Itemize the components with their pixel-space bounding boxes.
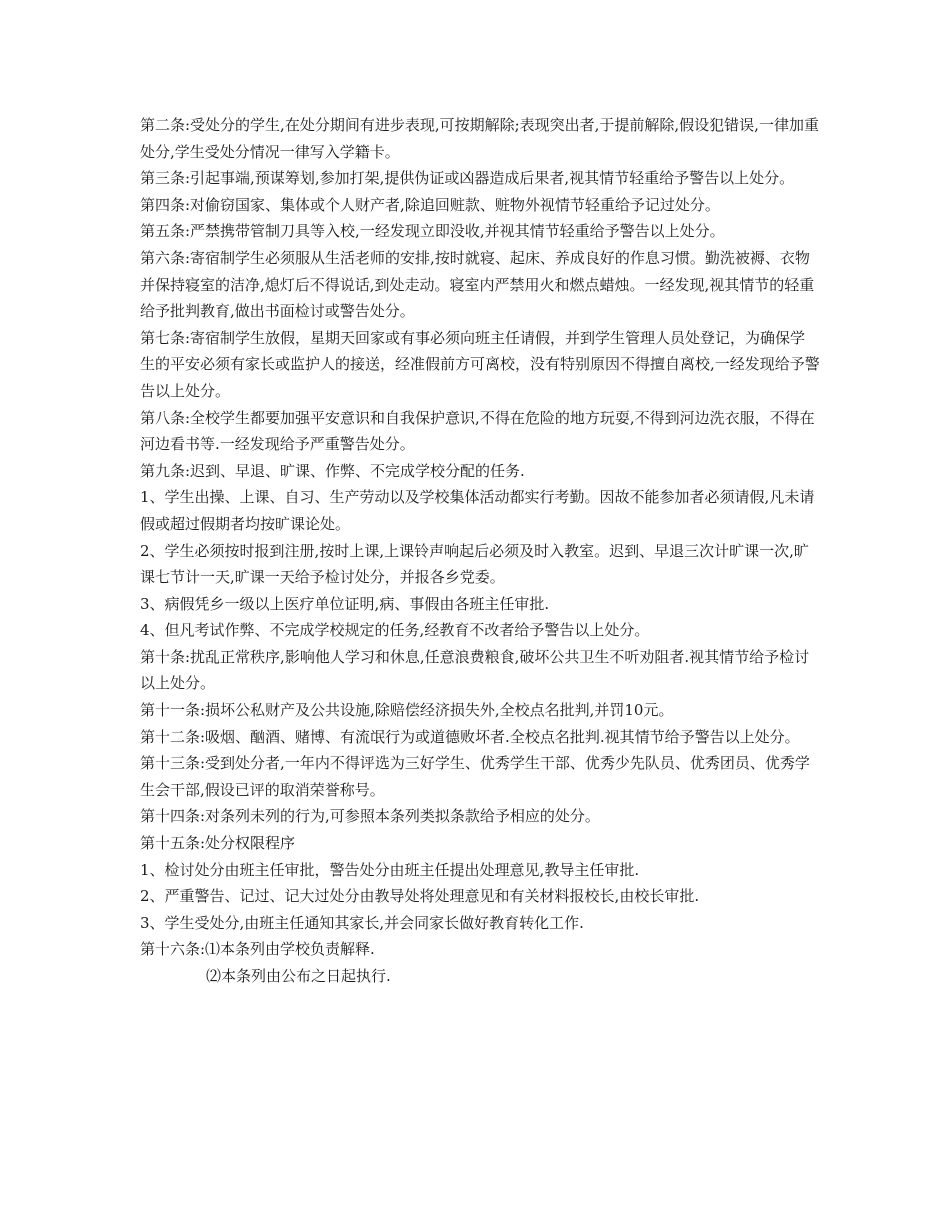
- article-16: 第十六条:⑴本条列由学校负责解释.: [140, 940, 375, 959]
- article-15-item-3: 3、学生受处分,由班主任通知其家长,并会同家长做好教育转化工作.: [140, 913, 584, 932]
- article-4: 第四条:对偷窃国家、集体或个人财产者,除追回赃款、赃物外视情节轻重给予记过处分。: [140, 195, 720, 214]
- article-11: 第十一条:损坏公私财产及公共设施,除赔偿经济损失外,全校点名批判,并罚10元。: [140, 701, 674, 720]
- article-15-item-2: 2、严重警告、记过、记大过处分由教导处将处理意见和有关材料报校长,由校长审批.: [140, 887, 700, 906]
- article-3: 第三条:引起事端,预谋筹划,参加打架,提供伪证或凶器造成后果者,视其情节轻重给予警告以上处分。: [140, 169, 795, 188]
- article-6: 第六条:寄宿制学生必须服从生活老师的安排,按时就寝、起床、养成良好的作息习惯。勤洗被褥、衣物并保持寝室的洁净,熄灯后不得说话,到处走动。寝室内严禁用火和燃点蜡烛。一经发现,视其情节的轻重给予批判教育,做出书面检讨或警告处分。: [140, 248, 815, 321]
- article-9-item-4: 4、但凡考试作弊、不完成学校规定的任务,经教育不改者给予警告以上处分。: [140, 621, 650, 640]
- article-13: 第十三条:受到处分者,一年内不得评选为三好学生、优秀学生干部、优秀少先队员、优秀团员、优秀学生会干部,假设已评的取消荣誉称号。: [140, 754, 810, 799]
- article-16-clause-2: ⑵本条列由公布之日起执行.: [206, 967, 391, 985]
- article-2: 第二条:受处分的学生,在处分期间有进步表现,可按期解除;表现突出者,于提前解除,假设犯错误,一律加重处分,学生受处分情况一律写入学籍卡。: [140, 116, 819, 161]
- article-7: 第七条:寄宿制学生放假，星期天回家或有事必须向班主任请假，并到学生管理人员处登记，为确保学生的平安必须有家长或监护人的接送，经准假前方可离校，没有特别原因不得擅自离校,一经发现给予警告以上处分。: [140, 328, 820, 400]
- article-15-item-1: 1、检讨处分由班主任审批，警告处分由班主任提出处理意见,教导主任审批.: [140, 860, 640, 879]
- article-9: 第九条:迟到、早退、旷课、作弊、不完成学校分配的任务.: [140, 461, 525, 480]
- article-9-item-3: 3、病假凭乡一级以上医疗单位证明,病、事假由各班主任审批.: [140, 594, 550, 613]
- article-12: 第十二条:吸烟、酗酒、赌博、有流氓行为或道德败坏者.全校点名批判.视其情节给予警告以上处分。: [140, 727, 800, 746]
- article-9-item-1: 1、学生出操、上课、自习、生产劳动以及学校集体活动都实行考勤。因故不能参加者必须请假,凡未请假或超过假期者均按旷课论处。: [140, 488, 815, 533]
- article-5: 第五条:严禁携带管制刀具等入校,一经发现立即没收,并视其情节轻重给予警告以上处分。: [140, 222, 725, 241]
- document-body: [140, 112, 820, 990]
- article-8: 第八条:全校学生都要加强平安意识和自我保护意识,不得在危险的地方玩耍,不得到河边洗衣服，不得在河边看书等.一经发现给予严重警告处分。: [140, 408, 815, 454]
- article-10: 第十条:扰乱正常秩序,影响他人学习和休息,任意浪费粮食,破坏公共卫生不听劝阻者.视其情节给予检讨以上处分。: [140, 647, 810, 693]
- article-15: 第十五条:处分权限程序: [140, 834, 296, 853]
- article-14: 第十四条:对条列未列的行为,可参照本条列类拟条款给予相应的处分。: [140, 807, 600, 826]
- article-9-item-2: 2、学生必须按时报到注册,按时上课,上课铃声响起后必须及时入教室。迟到、早退三次计旷课一次,旷课七节计一天,旷课一天给予检讨处分，并报各乡党委。: [140, 541, 809, 587]
